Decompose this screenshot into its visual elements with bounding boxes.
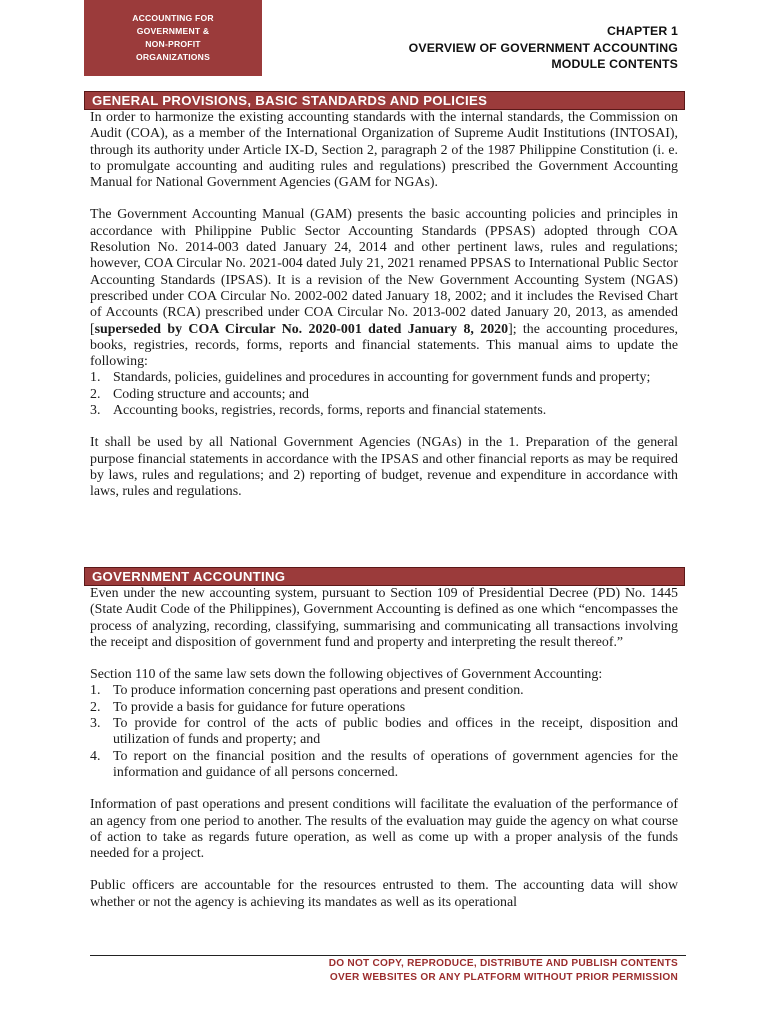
paragraph: Section 110 of the same law sets down the following objectives of Government Accounting: xyxy=(90,667,603,683)
logo-line-2: GOVERNMENT & xyxy=(136,26,210,36)
list-text: Accounting books, registries, records, forms, reports and financial statements. xyxy=(113,403,547,419)
page-header xyxy=(409,23,678,73)
section-government-accounting-body xyxy=(90,586,678,911)
chapter-title: OVERVIEW OF GOVERNMENT ACCOUNTING xyxy=(408,40,678,55)
list-item xyxy=(90,716,678,749)
footer-divider xyxy=(90,955,686,956)
list-text: To report on the financial position and the results of operations of government agencies for the information and guidance of all persons concerned. xyxy=(113,748,678,780)
list-item xyxy=(90,749,678,782)
objectives-list xyxy=(90,683,678,781)
list-text: Coding structure and accounts; and xyxy=(113,386,309,402)
bold-reference: superseded by COA Circular No. 2020-001 dated January 8, 2020 xyxy=(94,321,509,337)
paragraph: Information of past operations and present conditions will facilitate the evaluation of the performance of an agency from one period to another. The results of the evaluation may guide the agency on what course of action to take as regards future operation, as well as come up with a proper analysis of the funds needed for a project. xyxy=(90,797,678,862)
list-number: 3. xyxy=(90,716,101,732)
section-heading-general-provisions: GENERAL PROVISIONS, BASIC STANDARDS AND POLICIES xyxy=(84,91,685,110)
logo-line-4: ORGANIZATIONS xyxy=(135,52,211,62)
list-number: 2. xyxy=(90,699,101,715)
paragraph xyxy=(90,207,678,370)
list-text: Standards, policies, guidelines and procedures in accounting for government funds and property; xyxy=(113,370,651,386)
list-item xyxy=(90,387,678,403)
copyright-line-1: DO NOT COPY, REPRODUCE, DISTRIBUTE AND PUBLISH CONTENTS xyxy=(328,958,678,969)
paragraph: Even under the new accounting system, pursuant to Section 109 of Presidential Decree (PD) No. 1445 (State Audit Code of the Philippines), Government Accounting is defined as one which “encompasses the process of analyzing, recording, classifying, summarising and communicating all transactions involving the receipt and disposition of government fund and property and interpreting the result thereof.” xyxy=(90,586,678,650)
list-number: 1. xyxy=(90,683,101,699)
list-text: To provide a basis for guidance for future operations xyxy=(113,699,406,715)
section-heading-government-accounting: GOVERNMENT ACCOUNTING xyxy=(84,567,685,586)
logo-line-3: NON-PROFIT xyxy=(145,39,201,49)
paragraph: Public officers are accountable for the resources entrusted to them. The accounting data will show whether or not the agency is achieving its mandates as well as its operational xyxy=(90,878,678,910)
module-subtitle: MODULE CONTENTS xyxy=(551,57,678,71)
chapter-label: CHAPTER 1 xyxy=(606,24,678,38)
list-number: 1. xyxy=(90,370,101,386)
paragraph: It shall be used by all National Government Agencies (NGAs) in the 1. Preparation of the general purpose financial statements in accordance with the IPSAS and other financial reports as may be required by laws, rules and regulations; and 2) reporting of budget, revenue and expenditure in accordance with laws, rules and regulations. xyxy=(90,435,678,500)
copyright-notice xyxy=(329,957,678,985)
list-number: 2. xyxy=(90,386,101,402)
paragraph: In order to harmonize the existing accounting standards with the internal standards, the Commission on Audit (COA), as a member of the International Organization of Supreme Audit Institutions (INTOSAI), through its authority under Article IX-D, Section 2, paragraph 2 of the 1987 Philippine Constitution (i. e. to promulgate accounting and auditing rules and regulations) prescribed the Government Accounting Manual for National Government Agencies (GAM for NGAs). xyxy=(90,110,678,191)
course-logo xyxy=(84,0,262,76)
paragraph-text: The Government Accounting Manual (GAM) presents the basic accounting policies and principles in accordance with Philippine Public Sector Accounting Standards (PPSAS) adopted through COA Resolution No. 2014-003 dated January 24, 2014 and other pertinent laws, rules and regulations; however, COA Circular No. 2021-004 dated July 21, 2021 renamed PPSAS to International Public Sector Accounting Standards (IPSAS). It is a revision of the New Government Accounting System (NGAS) prescribed under COA Circular No. 2002-002 dated January 18, 2002; and it includes the Revised Chart of Accounts (RCA) prescribed under COA Circular No. 2013-002 dated January 20, 2013, as amended [ xyxy=(90,207,678,337)
list-number: 3. xyxy=(90,403,101,419)
logo-line-1: ACCOUNTING FOR xyxy=(132,13,214,23)
aims-list xyxy=(90,370,678,419)
list-text: To produce information concerning past operations and present condition. xyxy=(113,683,524,699)
paragraph-text: ]; the accounting procedures, books, registries, records, forms, reports and financial statements. This manual aims to update the following: xyxy=(90,321,678,370)
list-text: To provide for control of the acts of public bodies and offices in the receipt, disposition and utilization of funds and property; and xyxy=(113,716,678,748)
section-general-provisions-body xyxy=(90,110,678,501)
copyright-line-2: OVER WEBSITES OR ANY PLATFORM WITHOUT PRIOR PERMISSION xyxy=(329,972,678,983)
list-item xyxy=(90,700,678,716)
list-item xyxy=(90,683,678,699)
list-number: 4. xyxy=(90,748,101,764)
list-item xyxy=(90,403,678,419)
list-item xyxy=(90,370,678,386)
